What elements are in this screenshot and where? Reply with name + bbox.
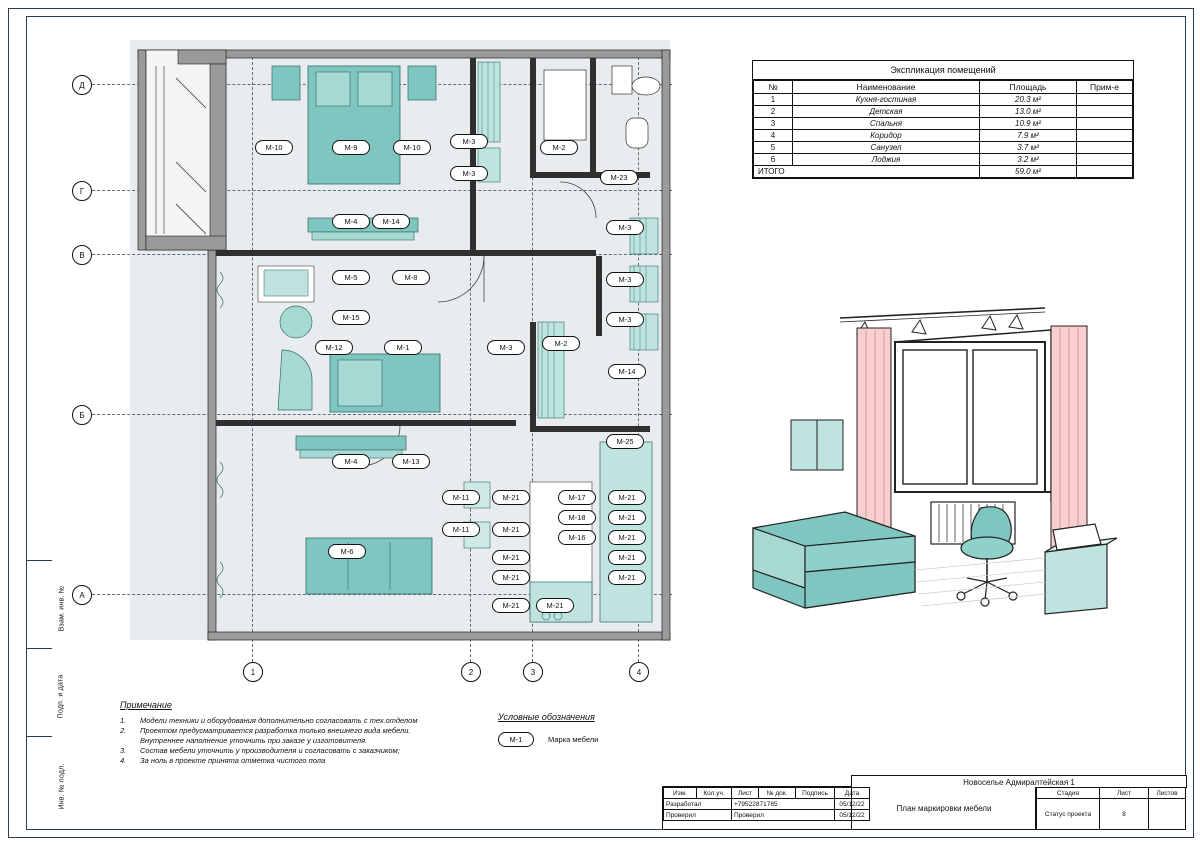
checker-name: Проверил	[732, 810, 835, 821]
stamp-label-1: Подп. и дата	[57, 674, 65, 718]
mark-tag: М-17	[558, 490, 596, 505]
cell-name: Спальня	[793, 118, 980, 130]
axis-bubble-v: В	[72, 245, 92, 265]
mark-tag: М-21	[608, 550, 646, 565]
cell-name: Кухня-гостиная	[793, 94, 980, 106]
cell-area: 3.7 м²	[980, 142, 1077, 154]
mark-tag: М-3	[606, 220, 644, 235]
cell-number: 1	[754, 94, 793, 106]
cell-name: Детская	[793, 106, 980, 118]
mark-tag: М-9	[332, 140, 370, 155]
developer-date: 05/12/22	[835, 799, 870, 810]
note-number: 3.	[120, 746, 127, 755]
cell-area: 13.0 м²	[980, 106, 1077, 118]
table-row	[754, 106, 1133, 118]
title-block-sheet-info	[1035, 787, 1186, 829]
table-row	[754, 118, 1133, 130]
table-total-row	[754, 166, 1133, 178]
mark-tag: М-21	[608, 510, 646, 525]
developer-name: +79522871785	[732, 799, 835, 810]
col-number: №	[754, 81, 793, 94]
notes-title: Примечание	[120, 700, 172, 710]
note-item	[120, 756, 490, 765]
table-row	[754, 130, 1133, 142]
mark-tag: М-21	[492, 570, 530, 585]
cell-note	[1077, 154, 1133, 166]
th-sign: Подпись	[796, 788, 835, 799]
th-izm: Изм.	[664, 788, 697, 799]
col-name: Наименование	[793, 81, 980, 94]
cell-name: Лоджия	[793, 154, 980, 166]
mark-tag: М-11	[442, 490, 480, 505]
sheet-value-row	[1037, 799, 1186, 830]
interior-perspective-illustration	[745, 270, 1140, 615]
mark-tag: М-16	[558, 530, 596, 545]
note-text: За ноль в проекте принята отметка чистого пола	[140, 756, 326, 765]
note-text: Проектом предусматривается разработка только внешнего вида мебели.	[140, 726, 411, 735]
note-number	[120, 736, 132, 745]
legend-block	[498, 712, 698, 747]
mark-tag: М-21	[608, 530, 646, 545]
title-block-row	[664, 810, 870, 821]
axis-bubble-4: 4	[629, 662, 649, 682]
mark-tag: М-11	[442, 522, 480, 537]
mark-tag: М-3	[450, 166, 488, 181]
cell-note	[1077, 142, 1133, 154]
axis-bubble-3: 3	[523, 662, 543, 682]
axis-bubble-g: Г	[72, 181, 92, 201]
title-block-signatures	[663, 787, 870, 821]
mark-tag: М-21	[492, 490, 530, 505]
axis-bubble-a: А	[72, 585, 92, 605]
th-koluch: Кол.уч.	[697, 788, 732, 799]
mark-tag: М-21	[492, 550, 530, 565]
th-doc: № док.	[759, 788, 796, 799]
cell-note	[1077, 118, 1133, 130]
mark-tag: М-6	[328, 544, 366, 559]
cell-number: 6	[754, 154, 793, 166]
cell-number: 4	[754, 130, 793, 142]
mark-tag: М-18	[558, 510, 596, 525]
cell-area: 7.9 м²	[980, 130, 1077, 142]
mark-tag: М-3	[606, 312, 644, 327]
mark-tag: М-25	[606, 434, 644, 449]
note-item	[120, 736, 490, 745]
mark-tag: М-5	[332, 270, 370, 285]
cell-number: 5	[754, 142, 793, 154]
table-row	[754, 142, 1133, 154]
left-stamp-column	[26, 560, 66, 829]
mark-tag: М-14	[372, 214, 410, 229]
legend-row	[498, 732, 698, 747]
explication-table	[752, 60, 1134, 179]
mark-tag: М-21	[536, 598, 574, 613]
checker-date: 05/12/22	[835, 810, 870, 821]
cell-area: 10.9 м²	[980, 118, 1077, 130]
table-row	[754, 94, 1133, 106]
cell-note	[1077, 106, 1133, 118]
stamp-cell-2	[26, 737, 66, 829]
sheet-header-row	[1037, 788, 1186, 799]
mark-tag: М-21	[608, 490, 646, 505]
mark-tag: М-14	[608, 364, 646, 379]
sheets-value	[1149, 799, 1186, 830]
mark-tag: М-21	[608, 570, 646, 585]
role-checker: Проверил	[664, 810, 732, 821]
axis-bubble-1: 1	[243, 662, 263, 682]
cell-area: 20.3 м²	[980, 94, 1077, 106]
cell-name: Коридор	[793, 130, 980, 142]
col-note: Прим-е	[1077, 81, 1133, 94]
note-text: Модели техники и оборудования дополнительно согласовать с тех.отделом	[140, 716, 418, 725]
total-area: 59.0 м²	[980, 166, 1077, 178]
stamp-cell-1	[26, 649, 65, 737]
title-block	[662, 777, 1186, 830]
total-label: ИТОГО	[754, 166, 980, 178]
drawing-name: План маркировки мебели	[851, 787, 1036, 829]
sheets-label: Листов	[1149, 788, 1186, 799]
th-list: Лист	[732, 788, 759, 799]
cell-area: 3.2 м²	[980, 154, 1077, 166]
legend-title: Условные обозначения	[498, 712, 595, 722]
note-number: 4.	[120, 756, 127, 765]
mark-tag: М-12	[315, 340, 353, 355]
mark-tag: М-10	[393, 140, 431, 155]
mark-tag: М-13	[392, 454, 430, 469]
mark-tag: М-15	[332, 310, 370, 325]
legend-mark-badge: М-1	[498, 732, 534, 747]
floor-plan	[60, 22, 720, 677]
stamp-label-0: Взам. инв. №	[58, 585, 66, 631]
mark-tag: М-1	[384, 340, 422, 355]
note-number: 2.	[120, 726, 127, 735]
legend-label: Марка мебели	[548, 735, 599, 744]
mark-tag: М-23	[600, 170, 638, 185]
explication-title: Экспликация помещений	[753, 61, 1133, 80]
stamp-cell-0	[26, 561, 66, 649]
note-item	[120, 726, 490, 735]
col-area: Площадь	[980, 81, 1077, 94]
mark-tag: М-8	[392, 270, 430, 285]
stamp-label-2: Инв. № подл.	[58, 763, 66, 810]
mark-tag: М-21	[492, 522, 530, 537]
note-text: Внутреннее наполнение уточнить при заказе у изготовителя.	[140, 736, 368, 745]
mark-tag: М-10	[255, 140, 293, 155]
notes-block	[120, 700, 490, 766]
mark-tag: М-21	[492, 598, 530, 613]
axis-bubble-2: 2	[461, 662, 481, 682]
table-row	[754, 154, 1133, 166]
cell-note	[1077, 94, 1133, 106]
note-item	[120, 716, 490, 725]
stage-label: Стадия	[1037, 788, 1100, 799]
role-developer: Разработал	[664, 799, 732, 810]
title-block-header-row	[664, 788, 870, 799]
axis-bubble-b: Б	[72, 405, 92, 425]
cell-name: Санузел	[793, 142, 980, 154]
sheet-label: Лист	[1100, 788, 1149, 799]
mark-tag: М-3	[487, 340, 525, 355]
axis-bubble-d: Д	[72, 75, 92, 95]
note-item	[120, 746, 490, 755]
explication-header-row	[754, 81, 1133, 94]
note-text: Состав мебели уточнить у производителя и согласовать с заказчиком;	[140, 746, 400, 755]
stage-value: Статус проекта	[1037, 799, 1100, 830]
cell-number: 3	[754, 118, 793, 130]
title-block-row	[664, 799, 870, 810]
note-number: 1.	[120, 716, 127, 725]
mark-tag: М-3	[606, 272, 644, 287]
mark-tag: М-4	[332, 214, 370, 229]
mark-tag: М-2	[542, 336, 580, 351]
cell-number: 2	[754, 106, 793, 118]
mark-tag: М-4	[332, 454, 370, 469]
mark-tag: М-3	[450, 134, 488, 149]
mark-tag: М-2	[540, 140, 578, 155]
cell-note	[1077, 130, 1133, 142]
total-note	[1077, 166, 1133, 178]
th-date: Дата	[835, 788, 870, 799]
object-name: Новоселье Адмиралтейская 1	[851, 775, 1187, 788]
sheet-value: 8	[1100, 799, 1149, 830]
